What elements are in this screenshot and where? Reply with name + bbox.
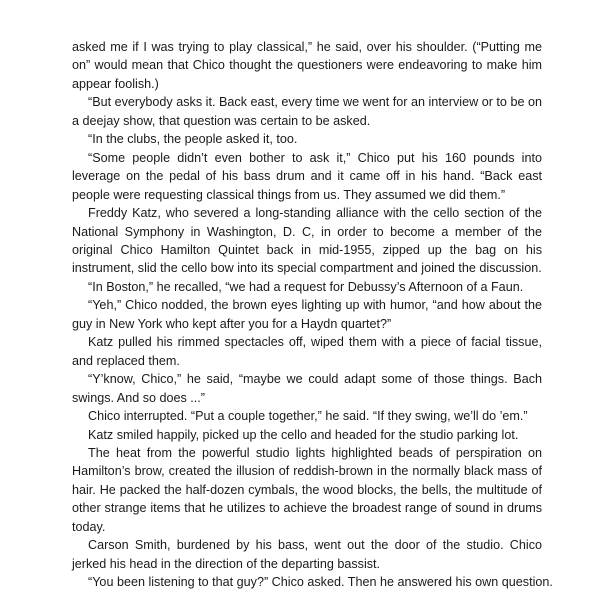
paragraph-6: “In Boston,” he recalled, “we had a request for Debussy’s Afternoon of a Faun.	[88, 279, 524, 294]
paragraph-14: “You been listening to that guy?” Chico asked. Then he answered his own question.	[88, 575, 553, 590]
paragraph-4: “Some people didn’t even bother to ask it,” Chico put his 160 pounds into leverage on the pedal of his bass drum and it came off in his hand. “Back east people were requesting classical things from us. They assumed we did them.”	[72, 150, 542, 202]
paragraph-11: Katz smiled happily, picked up the cello and headed for the studio parking lot.	[88, 427, 519, 442]
paragraph-12: The heat from the powerful studio lights highlighted beads of perspiration on Hamilton’s brow, created the illusion of reddish-brown in the normally black mass of hair. He packed the half-dozen cymbals, the wood blocks, the bells, the multitude of other strange items that he utilizes to achieve the broadest range of sound in drums today.	[72, 445, 542, 534]
paragraph-7: “Yeh,” Chico nodded, the brown eyes lighting up with humor, “and how about the guy in New York who kept after you for a Haydn quartet?”	[72, 298, 542, 331]
paragraph-9: “Y’know, Chico,” he said, “maybe we could adapt some of those things. Bach swings. And so does ...”	[72, 372, 542, 405]
paragraph-5: Freddy Katz, who severed a long-standing alliance with the cello section of the National Symphony in Washington, D. C, in order to become a member of the original Chico Hamilton Quintet back in mid-1955, zipped up the bag on his instrument, slid the cello bow into its special compartment and joined the discussion.	[72, 206, 542, 276]
paragraph-2: “But everybody asks it. Back east, every time we went for an interview or to be on a deejay show, that question was certain to be asked.	[72, 95, 542, 128]
body-text	[72, 38, 553, 592]
paragraph-10: Chico interrupted. “Put a couple together,” he said. “If they swing, we’ll do ’em.”	[88, 409, 528, 424]
paragraph-13: Carson Smith, burdened by his bass, went out the door of the studio. Chico jerked his head in the direction of the departing bassist.	[72, 538, 542, 571]
paragraph-1: asked me if I was trying to play classical,” he said, over his shoulder. (“Putting me on” would mean that Chico thought the questioners were endeavoring to make him appear foolish.)	[72, 40, 542, 91]
paragraph-8: Katz pulled his rimmed spectacles off, wiped them with a piece of facial tissue, and replaced them.	[72, 335, 542, 368]
paragraph-3: “In the clubs, the people asked it, too.	[88, 132, 298, 147]
